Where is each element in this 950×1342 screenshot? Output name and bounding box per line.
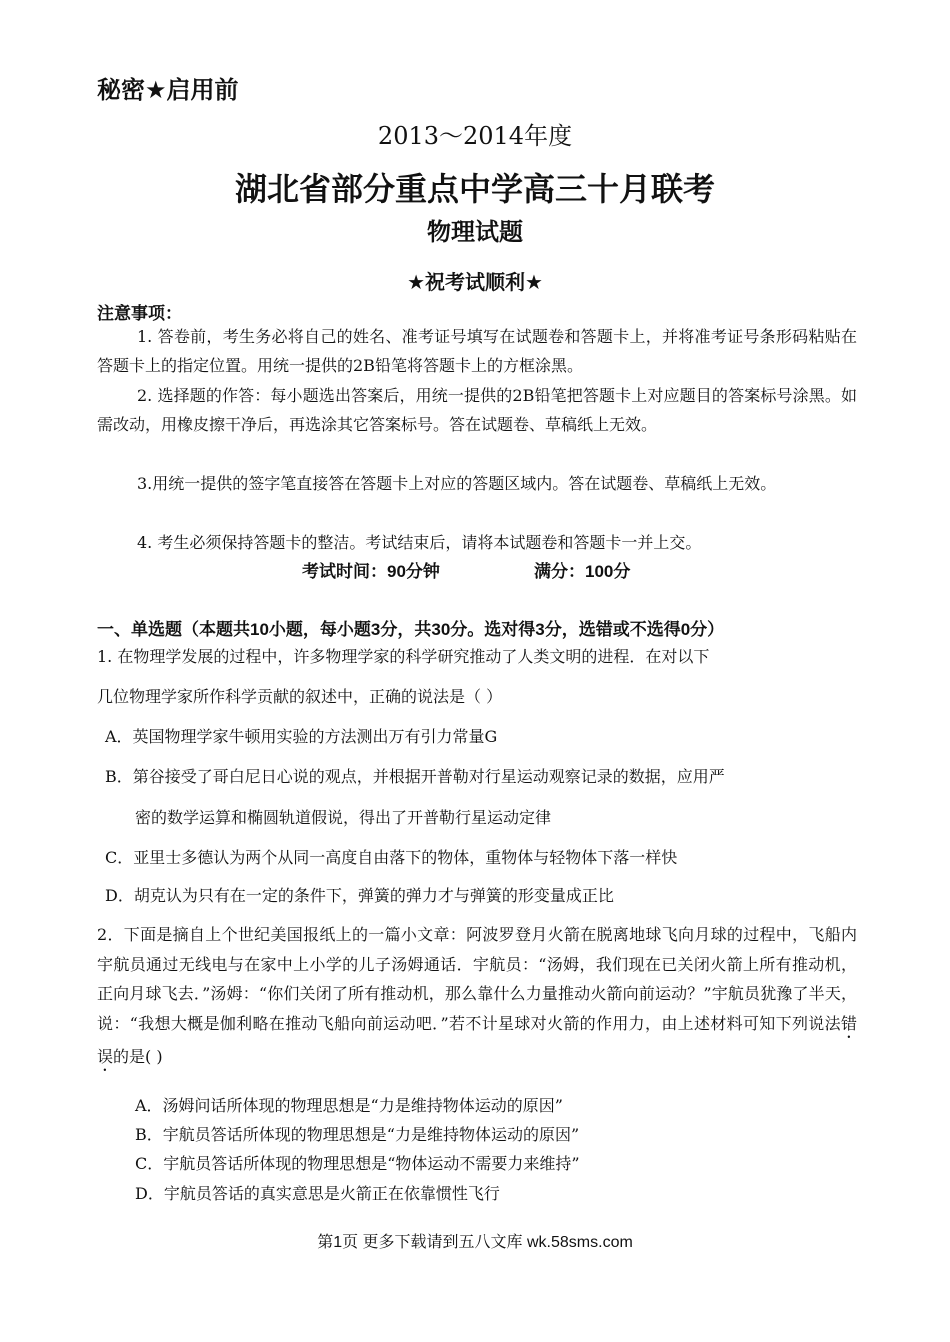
q2-option-b: B．宇航员答话所体现的物理思想是“力是维持物体运动的原因” bbox=[135, 1125, 580, 1144]
notice-item-3: 3.用统一提供的签字笔直接答在答题卡上对应的答题区域内。答在试题卷、草稿纸上无效。 bbox=[137, 474, 777, 493]
exam-wish: ★祝考试顺利★ bbox=[407, 272, 543, 294]
section-1-heading: 一、单选题（本题共10小题，每小题3分，共30分。选对得3分，选错或不选得0分） bbox=[97, 620, 725, 639]
notice-heading: 注意事项： bbox=[97, 304, 182, 323]
q2-option-d: D．宇航员答话的真实意思是火箭正在依靠惯性飞行 bbox=[135, 1184, 500, 1203]
notice-item-1: 1. 答卷前，考生务必将自己的姓名、准考证号填写在试题卷和答题卡上，并将准考证号条形码粘贴在答题卡上的指定位置。用统一提供的2B铅笔将答题卡上的方框涂黑。 bbox=[97, 327, 857, 375]
q2-option-a: A．汤姆问话所体现的物理思想是“力是维持物体运动的原因” bbox=[135, 1096, 563, 1115]
q2-stem-end: 的是( ) bbox=[113, 1046, 163, 1066]
q2-stem bbox=[97, 920, 857, 1075]
q1-option-d: D．胡克认为只有在一定的条件下，弹簧的弹力才与弹簧的形变量成正比 bbox=[105, 886, 614, 905]
secret-mark: 秘密★启用前 bbox=[97, 77, 239, 104]
q2-emphasis: 错误 bbox=[97, 1013, 857, 1066]
notice-item-4: 4. 考生必须保持答题卡的整洁。考试结束后，请将本试题卷和答题卡一并上交。 bbox=[137, 533, 702, 552]
q1-stem-line-2: 几位物理学家所作科学贡献的叙述中，正确的说法是（ ） bbox=[97, 687, 503, 706]
notice-item-2: 2. 选择题的作答：每小题选出答案后，用统一提供的2B铅笔把答题卡上对应题目的答案标号涂黑。如需改动，用橡皮擦干净后，再选涂其它答案标号。答在试题卷、草稿纸上无效。 bbox=[97, 386, 857, 434]
exam-title: 湖北省部分重点中学高三十月联考 bbox=[234, 170, 715, 208]
q2-option-c: C．宇航员答话所体现的物理思想是“物体运动不需要力来维持” bbox=[135, 1154, 580, 1173]
q1-stem-line-1: 1. 在物理学发展的过程中，许多物理学家的科学研究推动了人类文明的进程．在对以下 bbox=[97, 647, 710, 666]
q1-option-b: B．第谷接受了哥白尼日心说的观点，并根据开普勒对行星运动观察记录的数据，应用严 bbox=[105, 767, 725, 786]
exam-time: 考试时间：90分钟 bbox=[302, 562, 440, 581]
exam-year: 2013～2014年度 bbox=[377, 122, 573, 150]
q1-option-a: A．英国物理学家牛顿用实验的方法测出万有引力常量G bbox=[105, 727, 498, 746]
page-footer: 第1页 更多下载请到五八文库 wk.58sms.com bbox=[317, 1234, 633, 1251]
full-score: 满分：100分 bbox=[534, 562, 631, 581]
exam-subject: 物理试题 bbox=[427, 219, 523, 246]
q1-option-c: C．亚里士多德认为两个从同一高度自由落下的物体，重物体与轻物体下落一样快 bbox=[105, 848, 678, 867]
q1-option-b-cont: 密的数学运算和椭圆轨道假说，得出了开普勒行星运动定律 bbox=[135, 808, 552, 827]
q2-stem-text: 2．下面是摘自上个世纪美国报纸上的一篇小文章：阿波罗登月火箭在脱离地球飞向月球的过程中，飞船内宇航员通过无线电与在家中上小学的儿子汤姆通话．宇航员：“汤姆，我们现在已关闭火箭上所有推动机，正向月球飞去．”汤姆：“你们关闭了所有推动机，那么靠什么力量推动火箭向前运动？”宇航员犹豫了半天，说：“我想大概是伽利略在推动飞船向前运动吧．”若不计星球对火箭的作用力，由上述材料可知下列说法 bbox=[97, 925, 857, 1033]
